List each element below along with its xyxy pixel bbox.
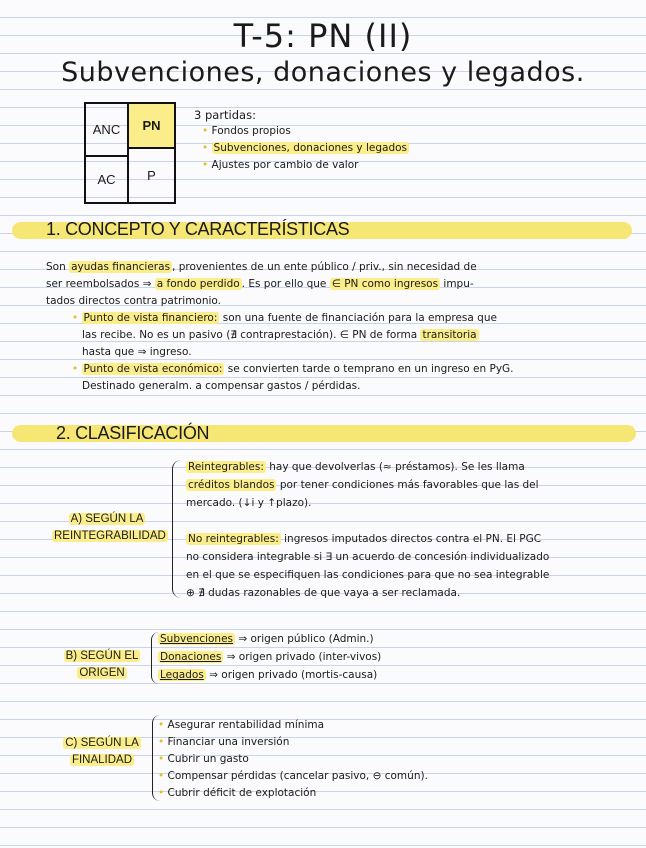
section-1-title: 1. CONCEPTO Y CARACTERÍSTICAS — [46, 219, 350, 239]
anc-cell: ANC — [84, 102, 129, 157]
group-a-label: A) SEGÚN LA REINTEGRABILIDAD — [54, 513, 166, 542]
p-cell: P — [127, 147, 176, 204]
group-c-label: C) SEGÚN LA FINALIDAD — [65, 737, 139, 766]
topic-heading: T-5: PN (II) — [233, 17, 413, 55]
no-reintegrables-line: no considera integrable si ∃ un acuerdo de concesión individualizado — [186, 551, 550, 563]
finalidad-item: • Asegurar rentabilidad mínima — [158, 716, 324, 734]
finalidad-item: • Cubrir un gasto — [158, 750, 249, 768]
group-a-brace — [172, 460, 181, 598]
partidas-heading: 3 partidas: — [194, 108, 256, 122]
reintegrables-line: créditos blandos por tener condiciones más favorables que las del — [188, 479, 539, 491]
finalidad-item: • Cubrir déficit de explotación — [158, 784, 316, 802]
reintegrables-line: mercado. (↓i y ↑plazo). — [186, 497, 312, 509]
concept-line: tados directos contra patrimonio. — [46, 295, 222, 307]
origin-item: Subvenciones ⇒ origen público (Admin.) — [160, 633, 374, 645]
concept-line: ser reembolsados ⇒ a fondo perdido . Es por ello que ∈ PN como ingresos impu- — [46, 278, 474, 290]
partida-item: • Subvenciones, donaciones y legados — [202, 139, 409, 157]
finalidad-item: • Financiar una inversión — [158, 733, 289, 751]
ac-cell: AC — [84, 155, 129, 204]
partida-item: • Ajustes por cambio de valor — [202, 156, 358, 174]
no-reintegrables-line: en el que se especifiquen las condiciones para que no sea integrable — [186, 569, 550, 581]
group-b-label: B) SEGÚN EL ORIGEN — [65, 650, 139, 679]
pn-cell: PN — [127, 102, 176, 149]
financial-view: • Punto de vista financiero: son una fuente de financiación para la empresa que — [72, 309, 497, 327]
financial-view-line: las recibe. No es un pasivo (∄ contraprestación). ∈ PN de forma transitoria — [82, 329, 477, 341]
partida-item: • Fondos propios — [202, 122, 291, 140]
no-reintegrables-line: ⊕ ∄ dudas razonables de que vaya a ser reclamada. — [186, 587, 461, 599]
economic-view-line: Destinado generalm. a compensar gastos / pérdidas. — [82, 380, 361, 392]
reintegrables-line: Reintegrables: hay que devolverlas (≈ préstamos). Se les llama — [188, 461, 525, 473]
economic-view: • Punto de vista económico: se convierten tarde o temprano en un ingreso en PyG. — [72, 360, 514, 378]
origin-item: Legados ⇒ origen privado (mortis-causa) — [160, 669, 378, 681]
financial-view-line: hasta que ⇒ ingreso. — [82, 346, 192, 358]
section-2-title: 2. CLASIFICACIÓN — [56, 423, 210, 443]
concept-line: Son ayudas financieras , provenientes de un ente público / priv., sin necesidad de — [46, 261, 477, 273]
finalidad-item: • Compensar pérdidas (cancelar pasivo, ⊖ común). — [158, 767, 428, 785]
origin-item: Donaciones ⇒ origen privado (inter-vivos) — [160, 651, 382, 663]
no-reintegrables-line: No reintegrables: ingresos imputados directos contra el PN. El PGC — [188, 533, 542, 545]
page-title: Subvenciones, donaciones y legados. — [61, 57, 585, 88]
